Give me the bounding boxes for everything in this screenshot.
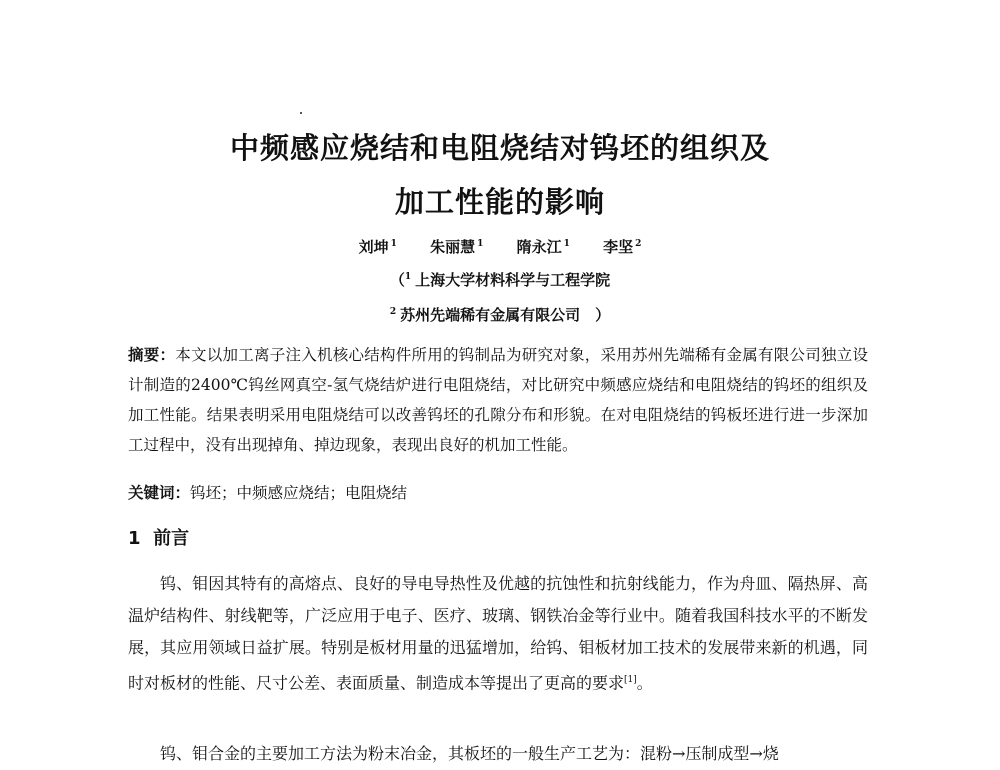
- author: 李坚 $^2$: [603, 238, 642, 256]
- paper-title-line-2: 加工性能的影响: [394, 185, 605, 219]
- affiliation-2: $^2$ 苏州先端稀有金属有限公司 ）: [389, 306, 611, 324]
- keywords: [128, 478, 868, 508]
- paper-title-line-1: 中频感应烧结和电阻烧结对钨坯的组织及: [229, 131, 770, 165]
- affiliation-1: （$^1$ 上海大学材料科学与工程学院: [389, 271, 611, 289]
- citation: [1]: [624, 675, 637, 685]
- keywords-label: 关键词：: [128, 484, 191, 502]
- abstract-label: 摘要：: [128, 346, 176, 364]
- abstract: [128, 340, 868, 460]
- author-list: [0, 232, 1000, 259]
- abstract-text: 本文以加工离子注入机核心结构件所用的钨制品为研究对象，采用苏州先端稀有金属有限公司独立设计制造的2400℃钨丝网真空-氢气烧结炉进行电阻烧结，对比研究中频感应烧结和电阻烧结的钨坯的组织及加工性能。结果表明采用电阻烧结可以改善钨坯的孔隙分布和形貌。在对电阻烧结的钨板坯进行进一步深加工过程中，没有出现掉角、掉边现象，表现出良好的机加工性能。: [128, 346, 868, 454]
- body-paragraph: 钨、钼因其特有的高熔点、良好的导电导热性及优越的抗蚀性和抗射线能力，作为舟皿、隔热屏、高温炉结构件、射线靶等，广泛应用于电子、医疗、玻璃、钢铁冶金等行业中。随着我国科技水平的不断发展，其应用领域日益扩展。特别是板材用量的迅猛增加，给钨、钼板材加工技术的发展带来新的机遇，同时对板材的性能、尺寸公差、表面质量、制造成本等提出了更高的要求[1]。: [128, 574, 868, 693]
- body-paragraph: 钨、钼合金的主要加工方法为粉末冶金，其板坯的一般生产工艺为：混粉→压制成型→烧: [160, 744, 779, 763]
- author: 朱丽慧 $^1$: [430, 238, 484, 256]
- keywords-text: 钨坯；中频感应烧结；电阻烧结: [190, 484, 408, 502]
- section-heading: 1 前言: [128, 528, 190, 549]
- author: 刘坤 $^1$: [358, 238, 397, 256]
- scan-speck: [300, 112, 302, 114]
- author: 隋永江 $^1$: [516, 238, 570, 256]
